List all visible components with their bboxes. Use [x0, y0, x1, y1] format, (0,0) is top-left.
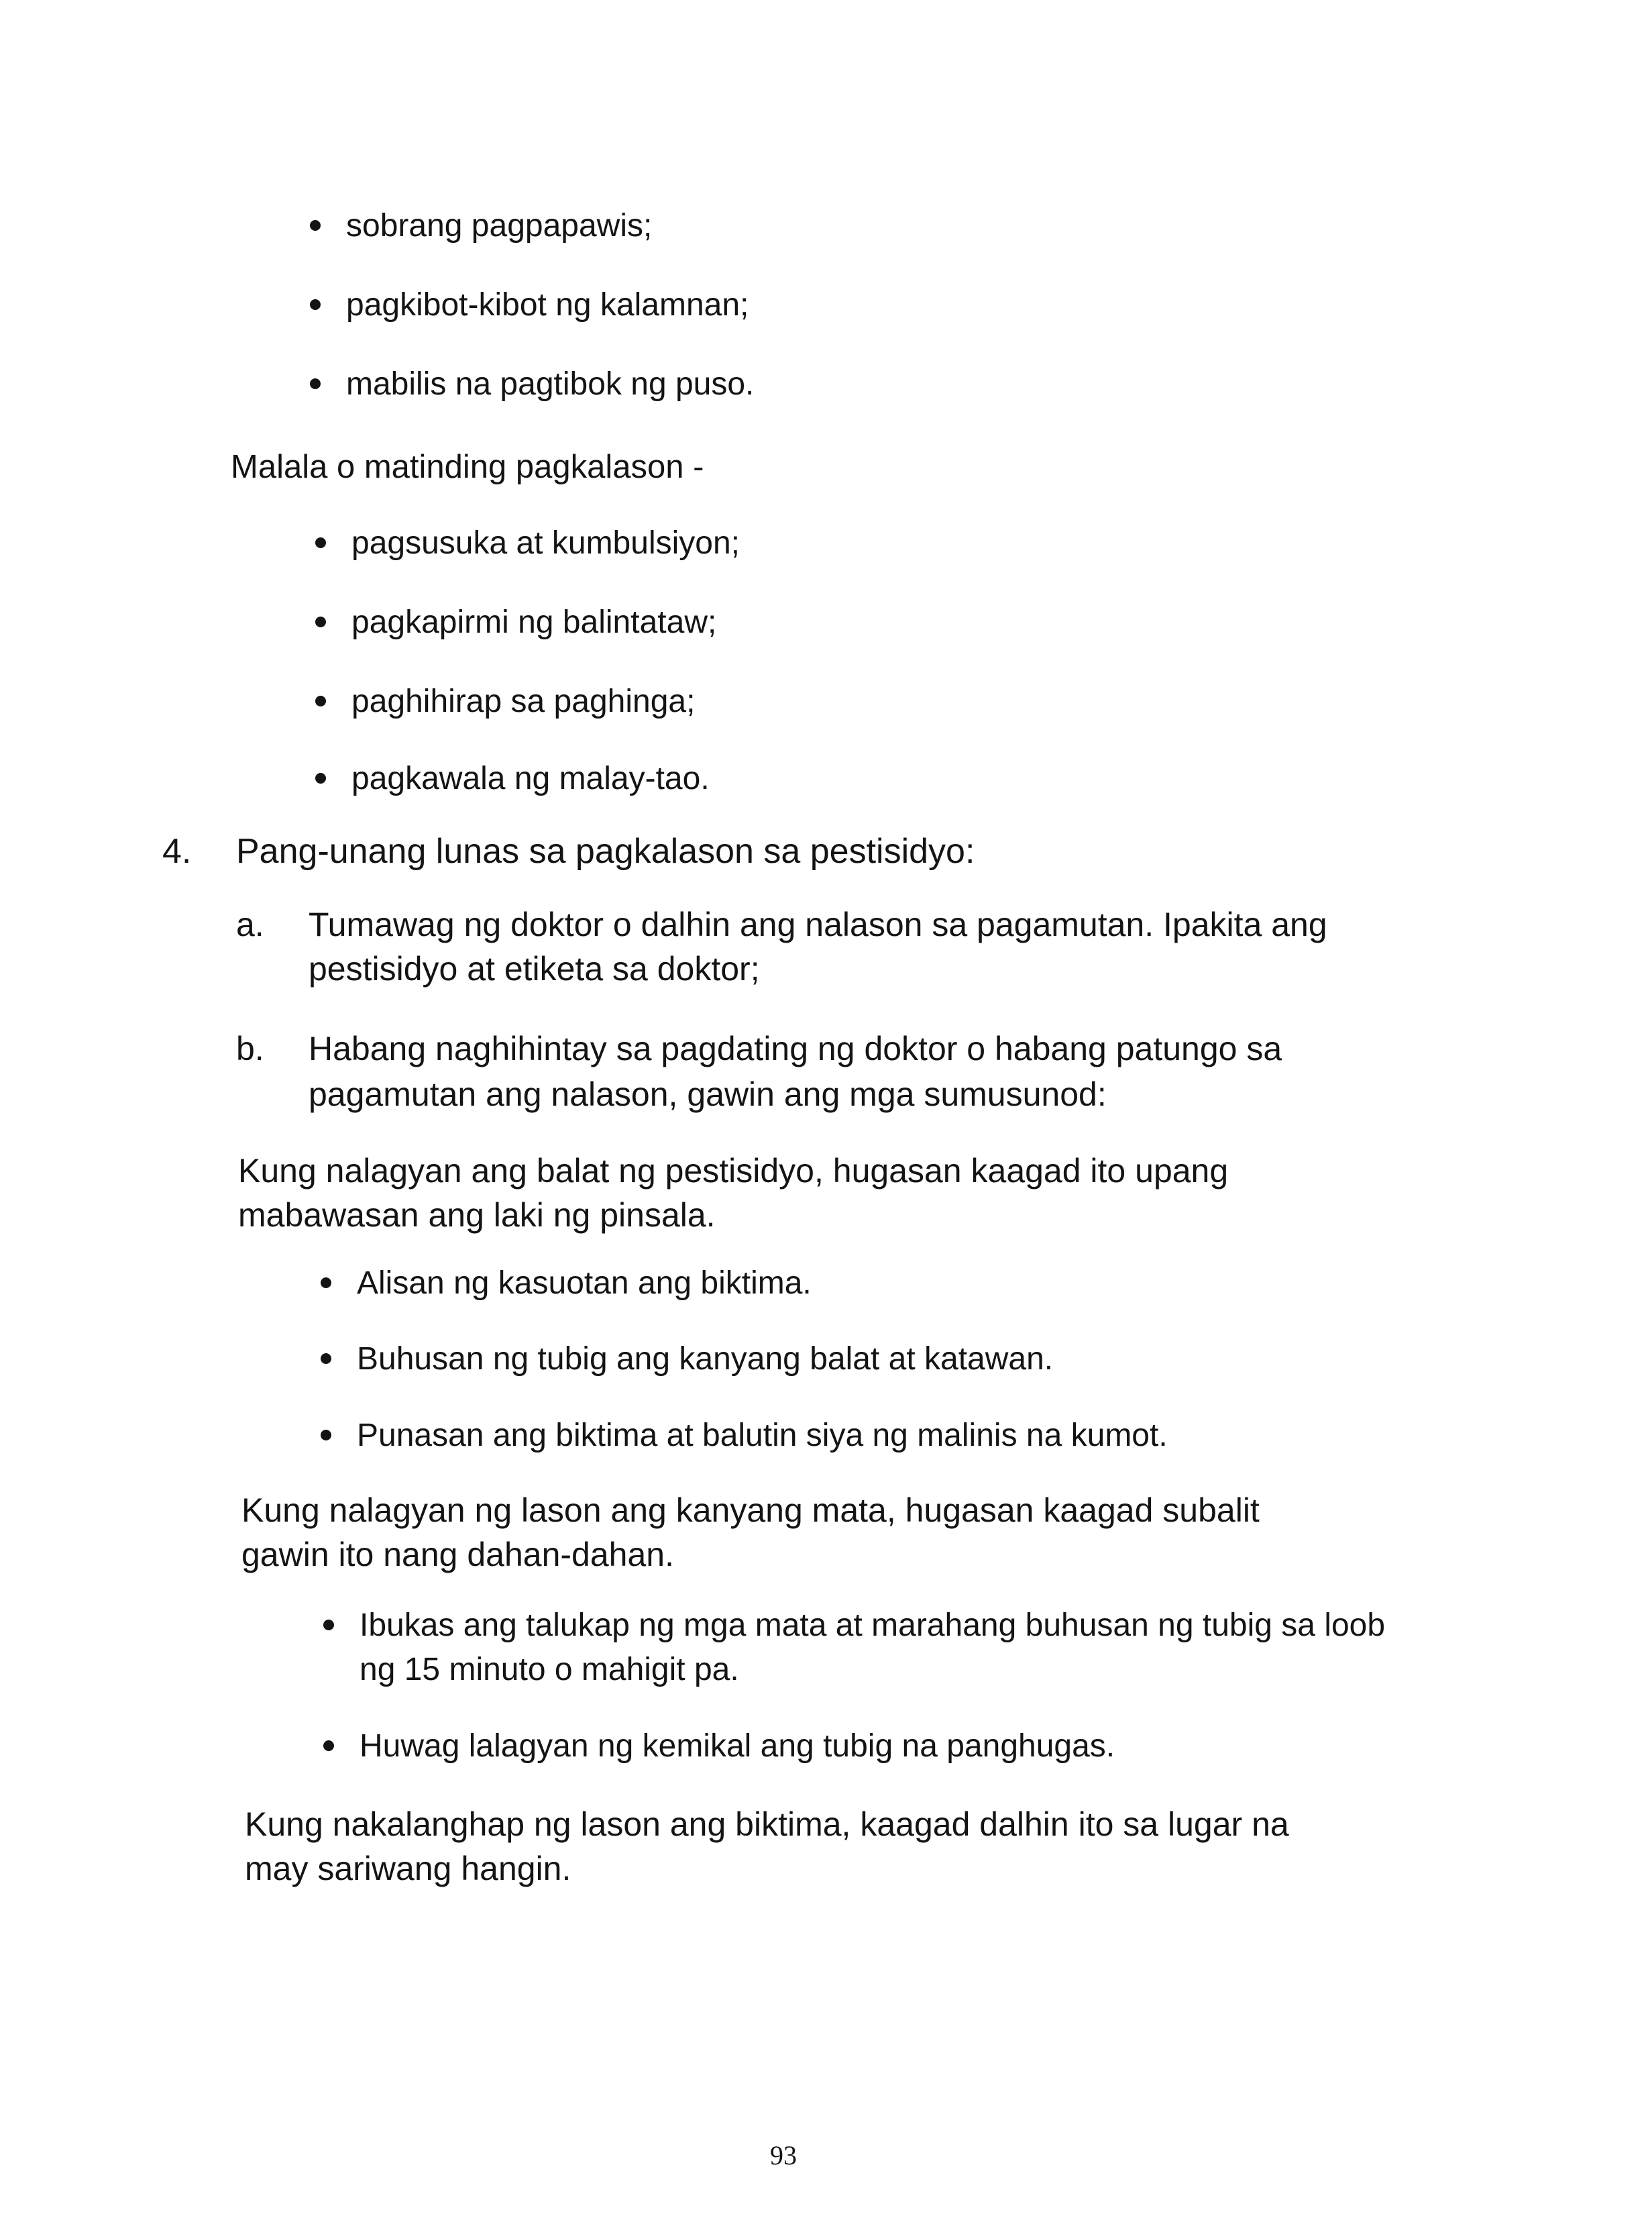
bullet-dot-icon: [310, 378, 321, 389]
bullet-dot-icon: [315, 617, 326, 627]
bullet-item: sobrang pagpapawis;: [310, 204, 652, 248]
bullet-item: Buhusan ng tubig ang kanyang balat at katawan.: [321, 1337, 1053, 1381]
bullet-item: Huwag lalagyan ng kemikal ang tubig na panghugas.: [323, 1724, 1115, 1769]
skin-paragraph-line: mabawasan ang laki ng pinsala.: [238, 1196, 716, 1234]
page-number: 93: [770, 2140, 797, 2170]
eyes-paragraph-line: gawin ito nang dahan-dahan.: [241, 1536, 674, 1573]
skin-paragraph-line: Kung nalagyan ang balat ng pestisidyo, hugasan kaagad ito upang: [238, 1152, 1229, 1190]
bullet-item: paghihirap sa paghinga;: [315, 680, 695, 724]
bullet-dot-icon: [315, 773, 326, 784]
bullet-item: pagkawala ng malay-tao.: [315, 757, 710, 801]
bullet-item: Alisan ng kasuotan ang biktima.: [321, 1261, 812, 1306]
bullet-item: Ibukas ang talukap ng mga mata at marahang buhusan ng tubig sa loob ng 15 minuto o mahigit pa.: [323, 1603, 1385, 1692]
bullet-dot-icon: [315, 537, 326, 548]
bullet-item: mabilis na pagtibok ng puso.: [310, 362, 754, 407]
item-a-label: a.: [236, 906, 264, 943]
eyes-paragraph-line: Kung nalagyan ng lason ang kanyang mata, hugasan kaagad subalit: [241, 1491, 1260, 1529]
bullet-dot-icon: [321, 1430, 331, 1440]
bullet-dot-icon: [321, 1277, 331, 1288]
bullet-dot-icon: [323, 1620, 334, 1630]
severe-heading: Malala o matinding pagkalason -: [231, 449, 704, 485]
bullet-item: pagsusuka at kumbulsiyon;: [315, 521, 740, 566]
bullet-dot-icon: [310, 220, 321, 231]
section-number: 4.: [162, 832, 192, 871]
bullet-item: Punasan ang biktima at balutin siya ng malinis na kumot.: [321, 1414, 1168, 1458]
inhale-paragraph-line: Kung nakalanghap ng lason ang biktima, kaagad dalhin ito sa lugar na: [245, 1805, 1289, 1843]
bullet-dot-icon: [321, 1353, 331, 1364]
bullet-dot-icon: [315, 696, 326, 706]
item-b-line: Habang naghihintay sa pagdating ng doktor o habang patungo sa: [309, 1030, 1282, 1067]
section-title: Pang-unang lunas sa pagkalason sa pestisidyo:: [236, 832, 975, 871]
item-b-line: pagamutan ang nalason, gawin ang mga sumusunod:: [309, 1075, 1107, 1113]
item-b-label: b.: [236, 1030, 264, 1067]
bullet-item: pagkapirmi ng balintataw;: [315, 600, 716, 645]
inhale-paragraph-line: may sariwang hangin.: [245, 1850, 571, 1887]
bullet-dot-icon: [310, 299, 321, 310]
bullet-item: pagkibot-kibot ng kalamnan;: [310, 283, 749, 327]
bullet-dot-icon: [323, 1740, 334, 1751]
item-a-line: Tumawag ng doktor o dalhin ang nalason sa pagamutan. Ipakita ang: [309, 906, 1327, 943]
item-a-line: pestisidyo at etiketa sa doktor;: [309, 950, 760, 988]
